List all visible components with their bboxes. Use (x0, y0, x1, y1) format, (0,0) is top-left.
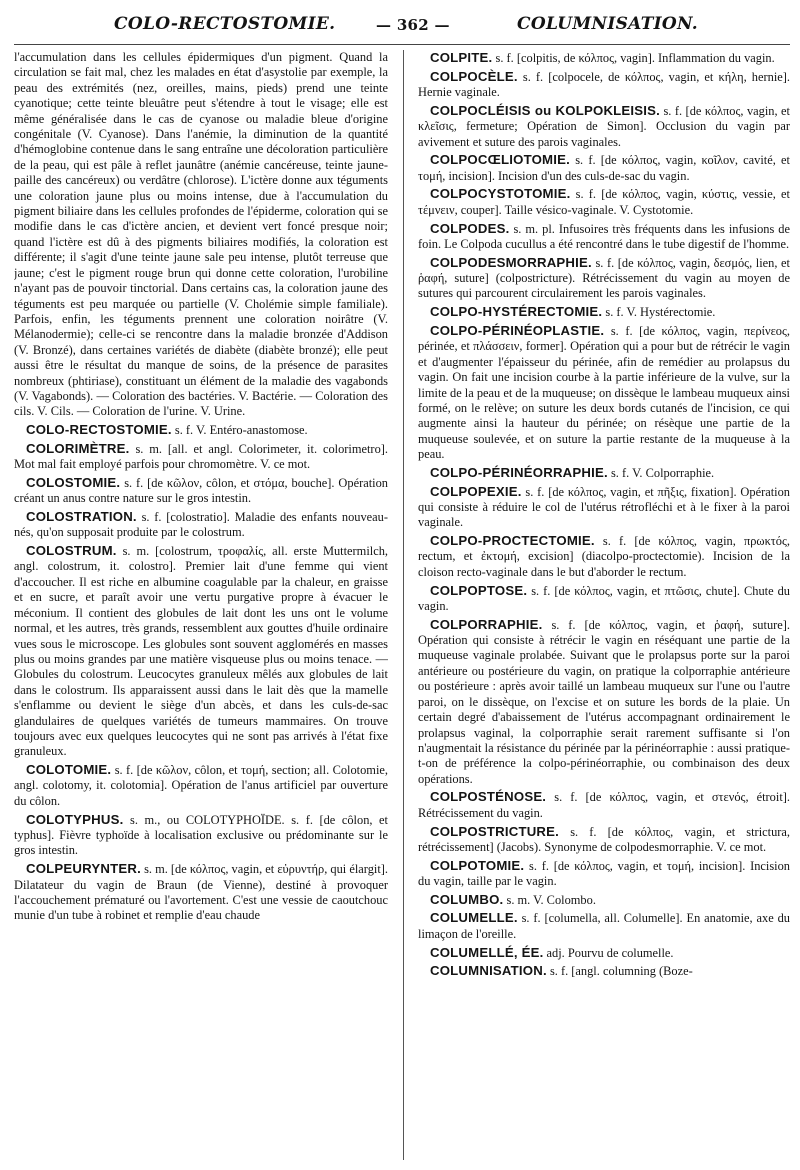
dictionary-entry (14, 543, 388, 760)
entry-headword: COLPOSTRICTURE. (430, 823, 560, 839)
running-header (14, 8, 790, 45)
dictionary-entry (418, 465, 790, 481)
entry-headword: COLPOPTOSE. (430, 582, 528, 598)
entry-definition: s. f. [de κόλπος, vagin, περίνεος, périnée, et πλάσσειν, former]. Opération qui a pour but de rétrécir le vagin et d'augmenter l'épaisseur du périnée, afin de remédier au prolapsus du vagin. On fait une incision courbe à la partie inférieure de la vulve, sur la limite de la peau et de la muqueuse; on dissèque le lambeau muqueux ainsi formé, on le relève; on suture les deux bords cutanés de l'incision, ce qui augmente ainsi la hauteur du périnée; on résèque une partie de la muqueuse soulevée, et on suture la partie restante de la muqueuse à la peau. (418, 323, 790, 462)
dictionary-entry (418, 789, 790, 821)
entry-definition: s. f. [de κῶλον, côlon, et στόμα, bouche]. Opération créant un anus contre nature sur le gros intestin. (14, 475, 388, 506)
entry-definition: s. f. [colpitis, de κόλπος, vagin]. Inflammation du vagin. (495, 51, 775, 65)
header-right-guideword: COLUMNISATION. (517, 14, 699, 34)
entry-headword: COLPOCLÉISIS ou KOLPOKLEISIS. (430, 102, 661, 118)
entry-headword: COLPOTOMIE. (430, 857, 525, 873)
entry-headword: COLOTOMIE. (26, 762, 112, 778)
entry-definition: s. f. [columella, all. Columelle]. En anatomie, axe du limaçon de l'oreille. (418, 911, 790, 941)
entry-headword: COLPO-PROCTECTOMIE. (430, 533, 595, 549)
entry-definition: l'accumulation dans les cellules épidermiques d'un pigment. Quand la circulation se fait mal, chez les malades en état d'asystolie par exemple, la peau des extrémités (nez, oreilles, mains, pieds) prend une teinte cyanotique; cette teinte bleuâtre peut s'étendre à tout le visage; elle est même généralisée dans le cas de cyanose ou maladie bleue d'origine congénitale (V. Cyanose). Dans l'anémie, la diminution de la quantité d'hémoglobine contenue dans le sang entraîne une décoloration particulière de la peau, qui est pâle à reflet jaunâtre (anémie cancéreuse, teinte jaune-paille des cancéreux) ou verdâtre (chlorose). L'ictère donne aux téguments une coloration jaune plus ou moins intense, due à l'accumulation du pigment biliaire dans les cellules profondes de l'épiderme, coloration qui se modifie dans le cas d'ictère ancien, et devient vert foncé presque noir; quand l'ictère est dû à des pigments biliaires modifiés, la coloration est différente; il s'agit d'une teinte jaune sale peu intense, plutôt terreuse que jaune; c'est le pigment rouge brun qui donne cette coloration, l'urobiline n'ayant pas de pouvoir tinctorial. Dans certains cas, la coloration jaune des téguments est peu marquée ou partielle (V. Cholémie simple familiale). Parfois, enfin, les téguments prennent une coloration noirâtre (V. Mélanodermie); celle-ci se rencontre dans la maladie bronzée d'Addison (V. Bronzé), dans certaines variétés de diabète (diabète bronzé); elle peut aussi être le résultat du manque de soins, de la présence de parasites nombreux (phtiriase), constituant un élément de la maladie des vagabonds (V. Vagabonds). — Coloration des bactéries. V. Bactérie. — Coloration des cils. V. Cils. — Coloration de l'urine. V. Urine. (14, 50, 388, 419)
dictionary-entry (418, 186, 790, 218)
entry-headword: COLPITE. (430, 50, 493, 65)
dictionary-page (14, 8, 790, 1164)
dictionary-entry (418, 323, 790, 463)
entry-definition: s. m. V. Colombo. (506, 892, 596, 907)
entry-headword: COLOTYPHUS. (26, 811, 124, 827)
entry-headword: COLPEURYNTER. (26, 861, 141, 877)
entry-definition: s. f. V. Colporraphie. (610, 465, 715, 480)
dictionary-entry (14, 422, 388, 438)
dictionary-entry (418, 69, 790, 101)
entry-headword: COLPOCYSTOTOMIE. (430, 186, 571, 202)
entry-definition: s. f. [de κόλπος, vagin, et ῥαφή, suture]. Opération qui consiste à rétrécir le vagin en réséquant une partie de la muqueuse vaginale prolabée. Suivant que le prolapsus porte sur la paroi antérieure ou postérieure du vagin, on pratique la colporraphie antérieure ou postérieure : après avoir taillé un lambeau muqueux sur l'une ou l'autre paroi, on le dissèque, on l'excise et on suture les bords de la plaie. Un certain degré d'abaissement de l'utérus accompagnant ordinairement le prolapsus vaginal, la colporraphie serait rarement suffisante si l'on n'augmentait la résistance du périnée par la périnéorraphie : aussi pratique-t-on de préférence la colpo-périnéorraphie, ou combinaison des deux opérations. (418, 617, 790, 786)
column-divider (403, 50, 404, 1160)
dictionary-entry (14, 509, 388, 541)
dictionary-entry (418, 824, 790, 856)
entry-headword: COLUMBO. (430, 891, 504, 907)
dictionary-entry (418, 533, 790, 580)
entry-definition: s. m. [colostrum, τροφαλίς, all. erste Muttermilch, angl. colostrum, it. colostro]. Premier lait d'une femme qui vient d'accoucher. Il est riche en albumine coagulable par la chaleur, en graisse et en sucre, et paraît avoir une vertu purgative propre à évacuer le méconium. Il contient des globules de lait dont les uns ont le volume normal, et les autres, très grands, ressemblent aux gouttes d'huile ordinaire vues sous le microscope. Les globules sont souvent agglomérés en masses plus ou moins grandes par une matière visqueuse plus ou moins tenace. — Globules du colostrum. Leucocytes granuleux mêlés aux globules de lait dans le colostrum. Ils apparaissent aussi dans le lait dès que la mamelle s'enflamme ou devient le siège d'un abcès, et dans les culs-de-sac glandulaires de quelques variétés de tumeurs mammaires. On trouve toujours avec eux quelques leucocytes qui ne sont pas arrivés à l'état fixe granuleux. (14, 544, 388, 759)
entry-headword: COLOSTOMIE. (26, 474, 121, 490)
entry-headword: COLPO-HYSTÉRECTOMIE. (430, 304, 603, 320)
entry-headword: COLOSTRATION. (26, 508, 137, 524)
entry-definition: s. m., ou COLOTYPHOÏDE. s. f. [de côlon, et typhus]. Fièvre typhoïde à localisation exclusive ou prédominante sur le gros intestin. (14, 812, 388, 858)
entry-definition: s. f. [de κόλπος, vagin, δεσμός, lien, et ῥαφή, suture] (colpostricture). Rétrécissement du vagin au moyen de sutures qui parcourent circulairement les parois vaginales. (418, 255, 790, 301)
two-column-body (14, 50, 790, 1162)
entry-definition: s. m. [all. et angl. Colorimeter, it. colorimetro]. Mot mal fait employé parfois pour chromomètre. V. ce mot. (14, 441, 388, 472)
entry-definition: s. f. [colostratio]. Maladie des enfants nouveau-nés, qu'on supposait produite par le colostrum. (14, 509, 388, 540)
header-left-guideword: COLO-RECTOSTOMIE. (114, 14, 336, 34)
entry-definition: s. f. [de κόλπος, vagin, et πῆξις, fixation]. Opération qui consiste à réduire le col de l'utérus rétrofléchi et à le fixer à la paroi vaginale. (418, 484, 790, 530)
entry-definition: s. m. pl. Infusoires très fréquents dans les infusions de foin. Le Colpoda cucullus a été rencontré dans le tube digestif de l'homme. (418, 221, 790, 251)
dictionary-entry (14, 812, 388, 859)
entry-headword: COLPOSTÉNOSE. (430, 789, 547, 805)
entry-definition: s. f. [de κόλπος, vagin, et στενός, étroit]. Rétrécissement du vagin. (418, 790, 790, 820)
entry-headword: COLORIMÈTRE. (26, 440, 130, 456)
entry-definition: s. f. V. Entéro-anastomose. (174, 423, 308, 438)
entry-definition: adj. Pourvu de columelle. (546, 945, 674, 960)
entry-headword: COLO-RECTOSTOMIE. (26, 422, 172, 438)
entry-definition: s. f. [de κόλπος, vagin, κύστις, vessie, et τέμνειν, couper]. Taille vésico-vaginale. V. Cystotomie. (418, 187, 790, 217)
entry-definition: s. f. [angl. columning (Boze- (549, 964, 693, 979)
entry-headword: COLUMELLE. (430, 910, 518, 926)
dictionary-entry (418, 50, 790, 66)
entry-headword: COLPO-PÉRINÉOPLASTIE. (430, 322, 605, 338)
dictionary-entry (418, 152, 790, 184)
dictionary-entry (418, 221, 790, 253)
entry-headword: COLPO-PÉRINÉORRAPHIE. (430, 464, 608, 480)
entry-definition: s. f. [colpocele, de κόλπος, vagin, et κήλη, hernie]. Hernie vaginale. (418, 69, 790, 100)
right-column (418, 50, 790, 1160)
dictionary-entry (14, 441, 388, 473)
entry-headword: COLUMNISATION. (430, 963, 547, 979)
entry-definition: s. f. [de κόλπος, vagin, et πτῶσις, chute]. Chute du vagin. (418, 583, 790, 613)
entry-definition: s. m. [de κόλπος, vagin, et εὐρυντήρ, qui élargit]. Dilatateur du vagin de Braun (de Vienne), destiné à provoquer l'accouchement prématuré ou l'avortement. C'est une vessie de caoutchouc munie d'un tube à robinet et remplie d'eau chaude (14, 862, 388, 923)
dictionary-entry (14, 762, 388, 809)
entry-definition: s. f. [de κόλπος, vagin, κοῖλον, cavité, et τομή, incision]. Incision d'un des culs-de-sac du vagin. (418, 153, 790, 183)
entry-headword: COLPODESMORRAPHIE. (430, 254, 592, 270)
dictionary-entry (418, 963, 790, 979)
entry-headword: COLOSTRUM. (26, 543, 117, 559)
dictionary-entry (418, 484, 790, 531)
dictionary-entry (418, 304, 790, 320)
dictionary-entry (418, 583, 790, 615)
entry-headword: COLPOCÈLE. (430, 68, 518, 84)
dictionary-entry (14, 861, 388, 924)
dictionary-entry (418, 617, 790, 787)
dictionary-entry (418, 103, 790, 150)
dictionary-entry (418, 945, 790, 961)
entry-definition: s. f. [de κῶλον, côlon, et τομή, section; all. Colotomie, angl. colotomy, it. colotomia]. Opération de l'anus artificiel par ouverture du côlon. (14, 763, 388, 808)
entry-definition: s. f. [de κόλπος, vagin, πρωκτός, rectum, et ἐκτομή, excision] (diacolpo-proctectomie). Incision de la cloison recto-vaginale dans le but d'aborder le rectum. (418, 534, 790, 579)
left-column (14, 50, 388, 1160)
dictionary-entry (14, 50, 388, 420)
entry-definition: s. f. [de κόλπος, vagin, et τομή, incision]. Incision du vagin, taille par le vagin. (418, 858, 790, 889)
dictionary-entry (418, 892, 790, 908)
entry-headword: COLPOPEXIE. (430, 483, 522, 499)
entry-definition: s. f. [de κόλπος, vagin, et κλεῖσις, fermeture; Opération de Simon]. Occlusion du vagin par avivement et suture des parois vaginales. (418, 103, 790, 149)
entry-definition: s. f. V. Hystérectomie. (605, 305, 716, 320)
dictionary-entry (14, 475, 388, 507)
dictionary-entry (418, 858, 790, 890)
dictionary-entry (418, 910, 790, 942)
entry-headword: COLPORRAPHIE. (430, 616, 543, 632)
entry-definition: s. f. [de κόλπος, vagin, et strictura, rétrécissement] (Jacobs). Synonyme de colpodesmorraphie. V. ce mot. (418, 824, 790, 854)
entry-headword: COLPODES. (430, 220, 510, 236)
entry-headword: COLPOCŒLIOTOMIE. (430, 152, 570, 168)
dictionary-entry (418, 255, 790, 302)
entry-headword: COLUMELLÉ, ÉE. (430, 944, 544, 960)
page-number: — 362 — (376, 16, 450, 34)
